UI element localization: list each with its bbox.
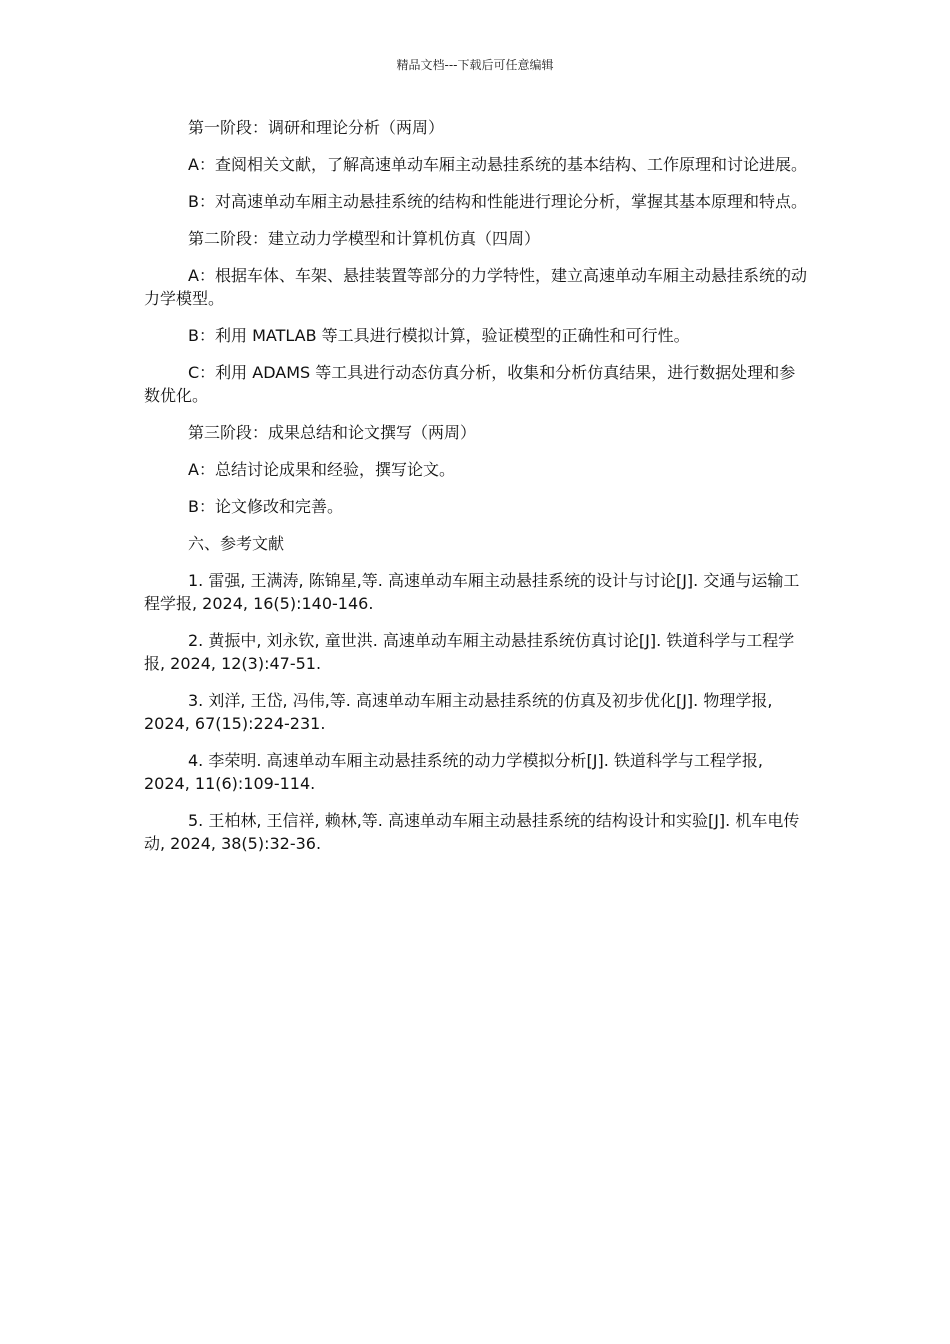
stage-one-heading: 第一阶段：调研和理论分析（两周） [188, 118, 445, 137]
stage-two-item-b: B：利用 MATLAB 等工具进行模拟计算，验证模型的正确性和可行性。 [188, 326, 690, 345]
reference-item: 1. 雷强, 王满涛, 陈锦星,等. 高速单动车厢主动悬挂系统的设计与讨论[J]. 交通与运输工程学报, 2024, 16(5):140-146. [144, 571, 800, 613]
document-body [144, 116, 808, 869]
reference-item: 4. 李荣明. 高速单动车厢主动悬挂系统的动力学模拟分析[J]. 铁道科学与工程学报, 2024, 11(6):109-114. [144, 751, 763, 793]
references-heading: 六、参考文献 [188, 534, 285, 553]
reference-item: 3. 刘洋, 王岱, 冯伟,等. 高速单动车厢主动悬挂系统的仿真及初步优化[J]. 物理学报, 2024, 67(15):224-231. [144, 691, 773, 733]
stage-one-item-a: A：查阅相关文献，了解高速单动车厢主动悬挂系统的基本结构、工作原理和讨论进展。 [188, 155, 807, 174]
page-header: 精品文档---下载后可任意编辑 [396, 58, 554, 72]
stage-two-item-c: C：利用 ADAMS 等工具进行动态仿真分析，收集和分析仿真结果，进行数据处理和参数优化。 [144, 363, 796, 405]
stage-three-item-b: B：论文修改和完善。 [188, 497, 343, 516]
stage-three-item-a: A：总结讨论成果和经验，撰写论文。 [188, 460, 455, 479]
stage-one-item-b: B：对高速单动车厢主动悬挂系统的结构和性能进行理论分析，掌握其基本原理和特点。 [188, 192, 807, 211]
stage-three-heading: 第三阶段：成果总结和论文撰写（两周） [188, 423, 477, 442]
reference-item: 5. 王柏林, 王信祥, 赖林,等. 高速单动车厢主动悬挂系统的结构设计和实验[J]. 机车电传动, 2024, 38(5):32-36. [144, 811, 800, 853]
stage-two-item-a: A：根据车体、车架、悬挂装置等部分的力学特性，建立高速单动车厢主动悬挂系统的动力学模型。 [144, 266, 807, 308]
stage-two-heading: 第二阶段：建立动力学模型和计算机仿真（四周） [188, 229, 541, 248]
reference-item: 2. 黄振中, 刘永钦, 童世洪. 高速单动车厢主动悬挂系统仿真讨论[J]. 铁道科学与工程学报, 2024, 12(3):47-51. [144, 631, 795, 673]
